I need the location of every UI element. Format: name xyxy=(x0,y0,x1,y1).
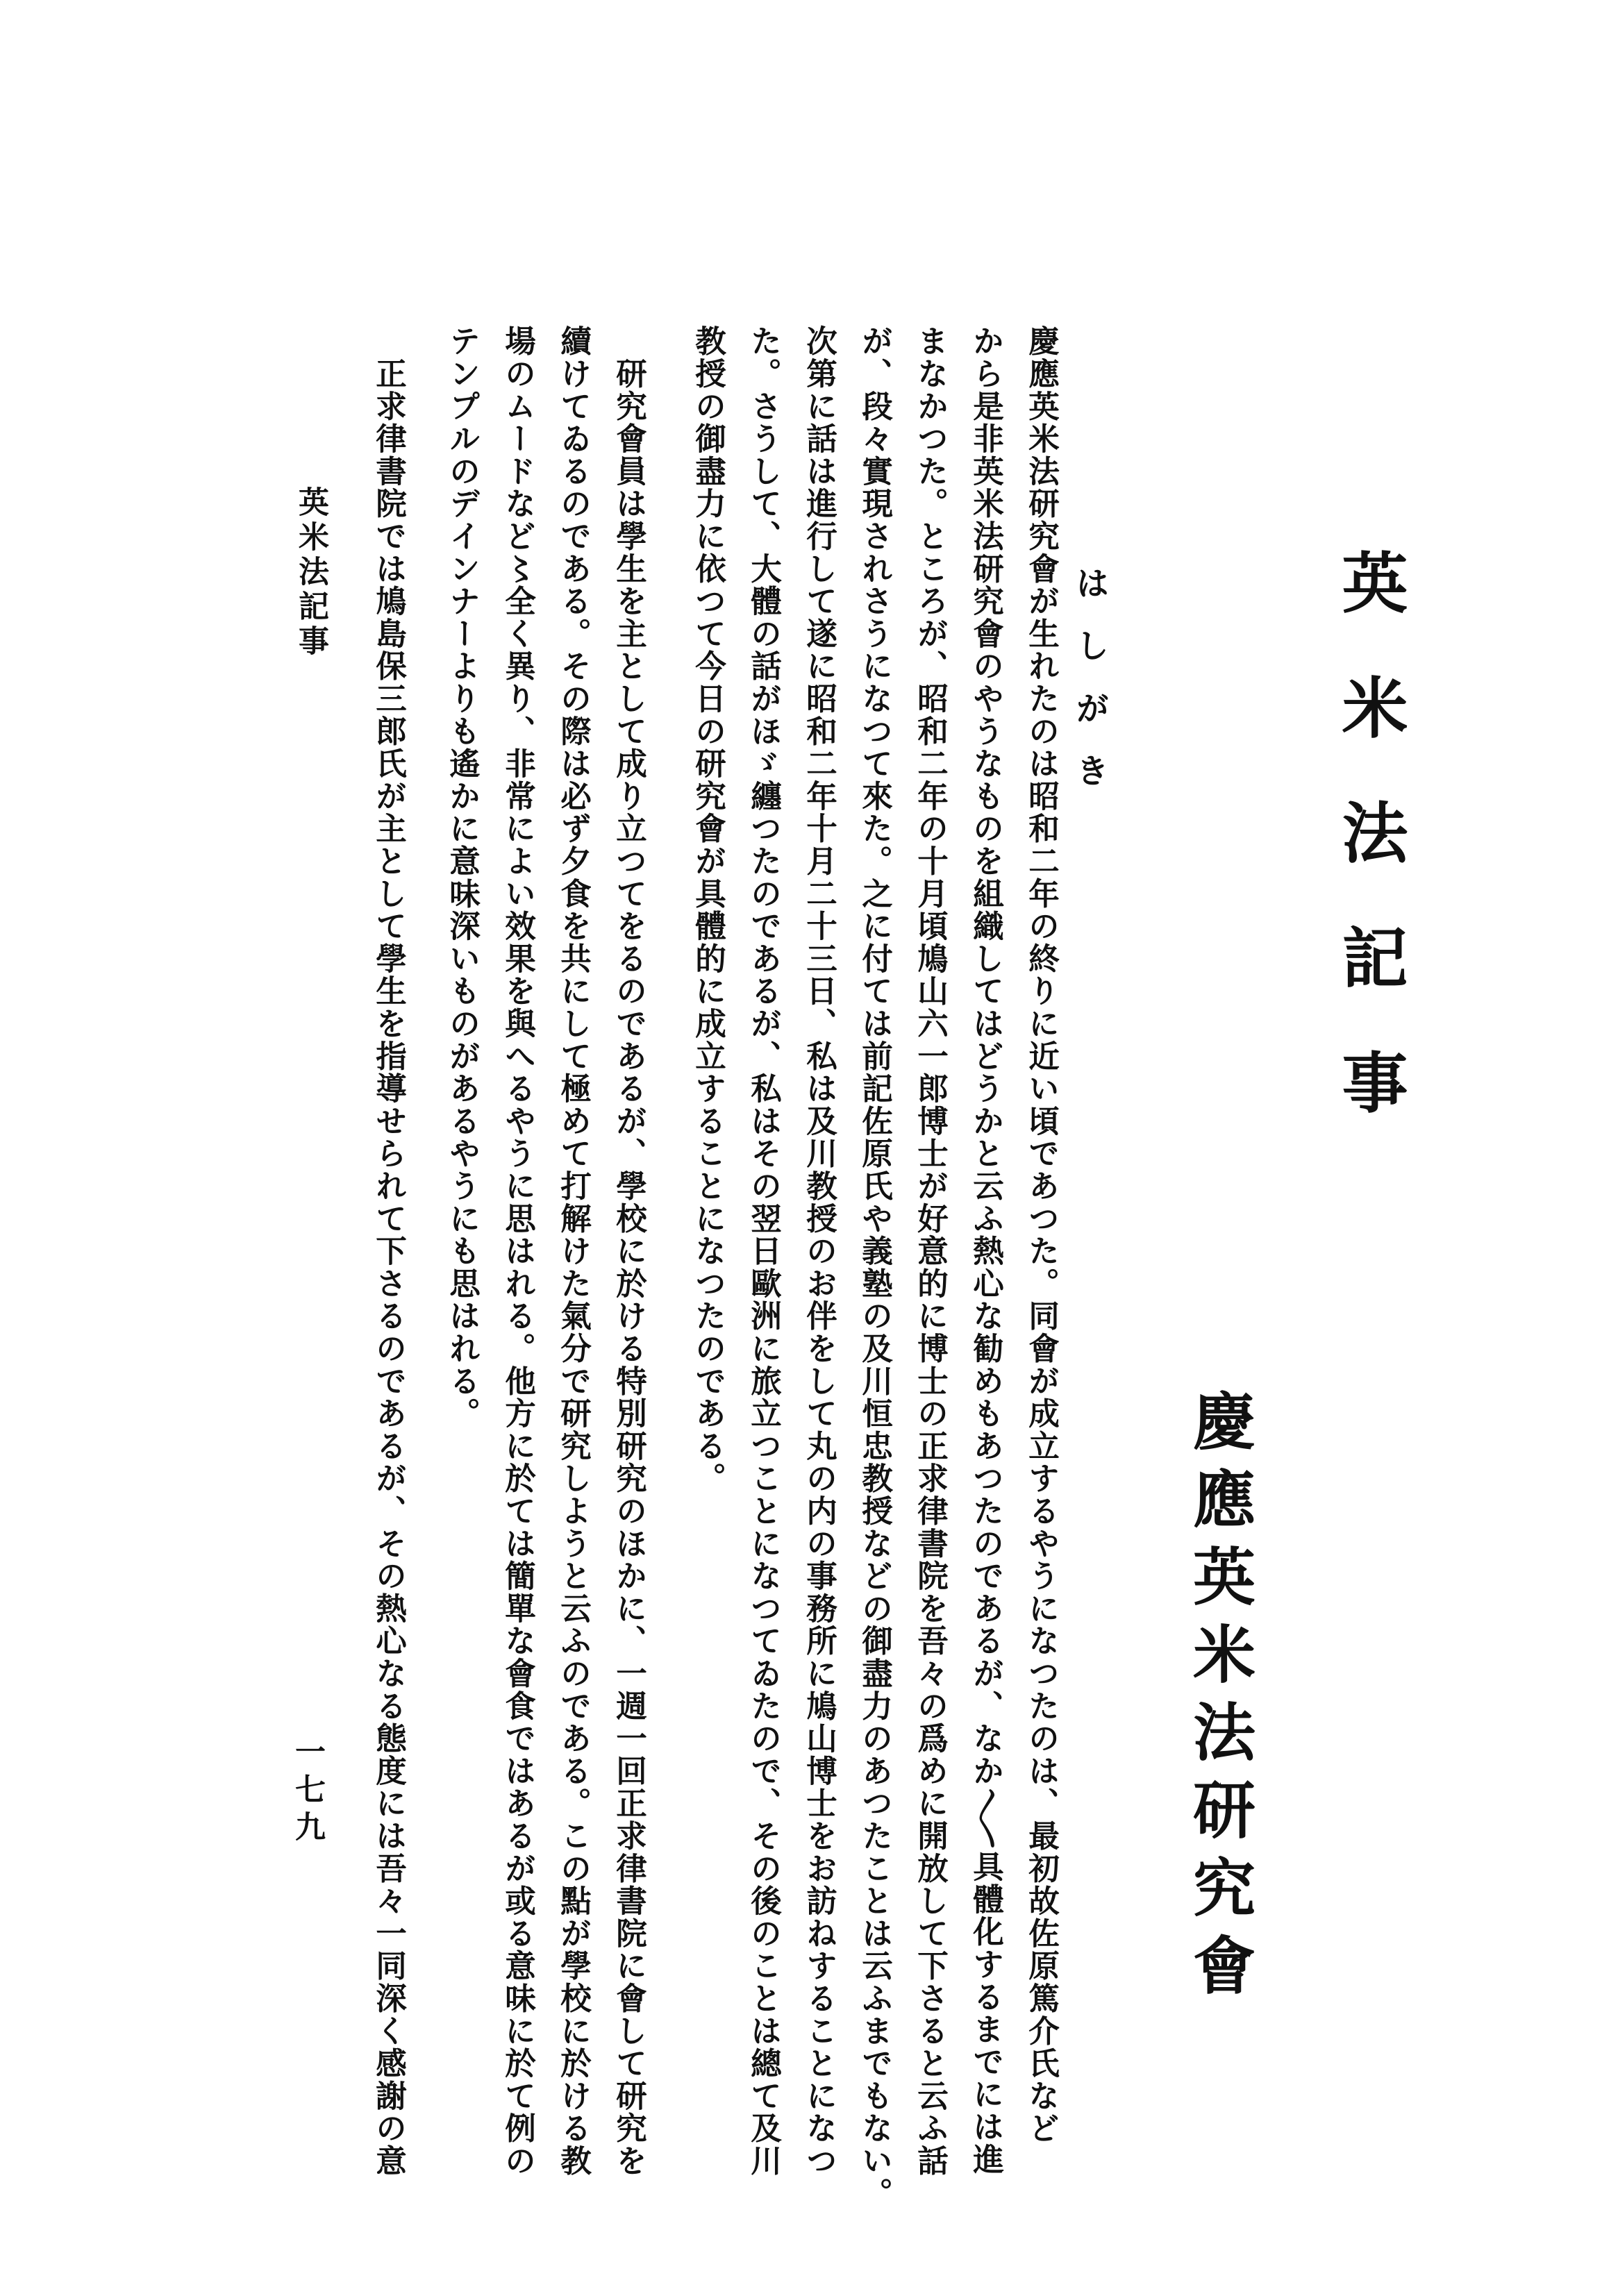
body-line: が、段々實現されさうになつて來た。之に付ては前記佐原氏や義塾の及川恒忠教授などの御盡力のあつたことは云ふまでもない。 xyxy=(856,325,894,2210)
body-line: 次第に話は進行して遂に昭和二年十月二十三日、私は及川教授のお伴をして丸の内の事務所に鳩山博士をお訪ねすることになつ xyxy=(801,325,838,2177)
running-title: 英米法記事 xyxy=(293,486,328,660)
article-title: 英米法記事 xyxy=(1331,548,1408,1173)
author-name: 慶應英米法研究會 xyxy=(1182,1389,1256,2011)
body-line: 研究會員は學生を主として成り立つてをるのであるが、學校に於ける特別研究のほかに、一週一回正求律書院に會して研究を xyxy=(610,325,648,2177)
page-number: 一七九 xyxy=(290,1736,325,1848)
body-line: テンプルのデインナーよりも遙かに意味深いものがあるやうにも思はれる。 xyxy=(444,325,481,1430)
body-line: まなかつた。ところが、昭和二年の十月頃鳩山六一郎博士が好意的に博士の正求律書院を吾々の爲めに開放して下さると云ふ話 xyxy=(912,325,949,2177)
body-line: た。さうして、大體の話がほゞ纏つたのであるが、私はその翌日歐洲に旅立つことになつてゐたので、その後のことは總て及川 xyxy=(745,325,783,2177)
body-line: から是非英米法研究會のやうなものを組織してはどうかと云ふ熱心な勧めもあつたのであるが、なか〱具體化するまでには進 xyxy=(967,325,1005,2176)
body-line: 場のムードなど〻全く異り、非常によい效果を與へるやうに思はれる。他方に於ては簡單な會食ではあるが或る意味に於て例の xyxy=(499,325,537,2177)
body-line: 教授の御盡力に依つて今日の研究會が具體的に成立することになつたのである。 xyxy=(690,325,727,1495)
body-line: 續けてゐるのである。その際は必ず夕食を共にして極めて打解けた氣分で研究しようと云ふのである。この點が學校に於ける教 xyxy=(555,325,592,2177)
section-heading: はしがき xyxy=(1070,566,1109,816)
body-line: 正求律書院では鳩島保三郎氏が主として學生を指導せられて下さるのであるが、その熱心なる態度には吾々一同深く感謝の意 xyxy=(370,325,408,2177)
body-line: 慶應英米法研究會が生れたのは昭和二年の終りに近い頃であつた。同會が成立するやうになつたのは、最初故佐原篤介氏など xyxy=(1023,325,1060,2145)
